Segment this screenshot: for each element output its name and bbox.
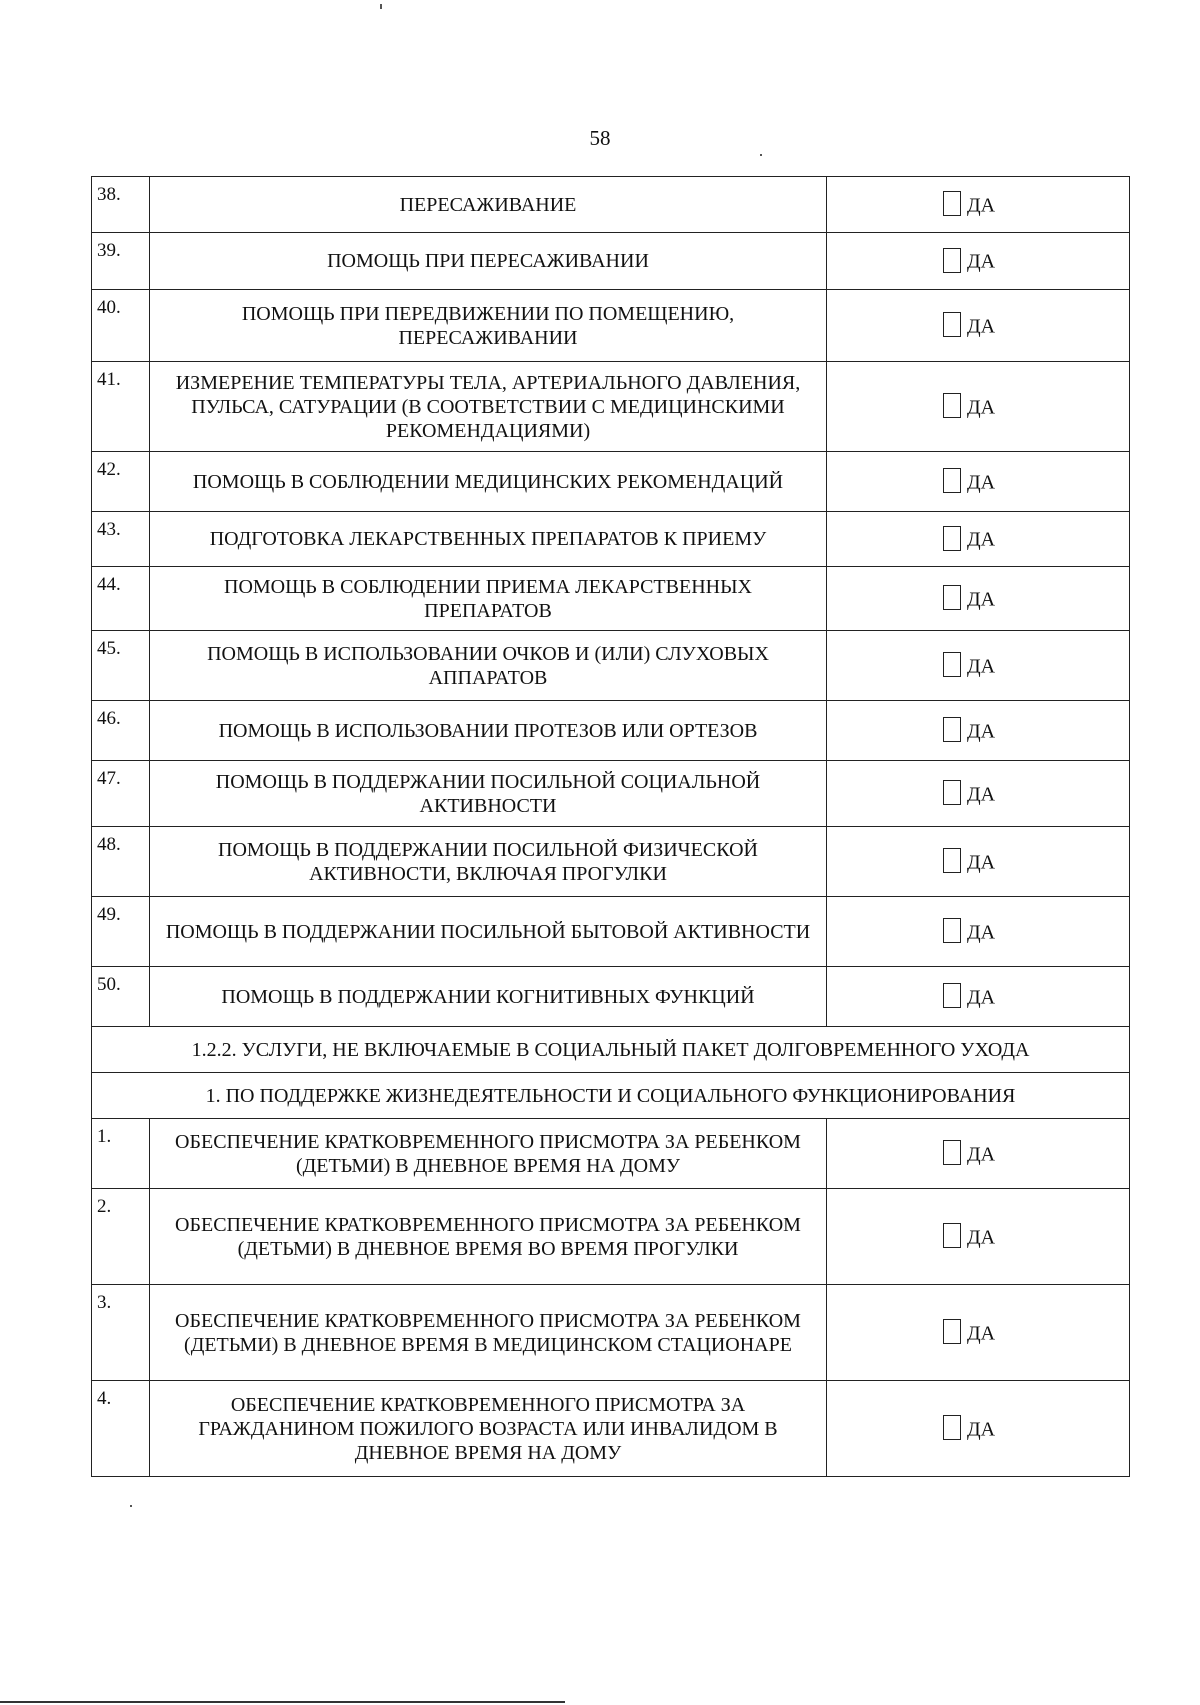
- table-row: [92, 452, 1130, 512]
- yes-label: ДА: [967, 314, 996, 337]
- answer-cell: [827, 512, 1130, 567]
- yes-checkbox[interactable]: [943, 526, 961, 551]
- yes-label: ДА: [967, 782, 996, 805]
- answer-cell: [827, 452, 1130, 512]
- row-number: 2.: [92, 1189, 150, 1285]
- table-row: [92, 631, 1130, 701]
- yes-label: ДА: [967, 250, 996, 273]
- services-list-b: [92, 1119, 1130, 1477]
- yes-checkbox[interactable]: [943, 1140, 961, 1165]
- yes-checkbox[interactable]: [943, 848, 961, 873]
- yes-label: ДА: [967, 470, 996, 493]
- footer-rule: [0, 1701, 565, 1703]
- row-number: 50.: [92, 967, 150, 1027]
- service-name: ПОДГОТОВКА ЛЕКАРСТВЕННЫХ ПРЕПАРАТОВ К ПРИЕМУ: [150, 512, 827, 567]
- section-heading-row: [92, 1027, 1130, 1073]
- row-number: 42.: [92, 452, 150, 512]
- table-row: [92, 1189, 1130, 1285]
- answer-cell: [827, 827, 1130, 897]
- yes-label: ДА: [967, 1142, 996, 1165]
- section-heading: 1.2.2. УСЛУГИ, НЕ ВКЛЮЧАЕМЫЕ В СОЦИАЛЬНЫЙ ПАКЕТ ДОЛГОВРЕМЕННОГО УХОДА: [92, 1027, 1130, 1073]
- yes-label: ДА: [967, 1417, 996, 1440]
- table-row: [92, 897, 1130, 967]
- row-number: 4.: [92, 1381, 150, 1477]
- services-table: [91, 176, 1130, 1477]
- table-row: [92, 362, 1130, 452]
- yes-label: ДА: [967, 395, 996, 418]
- scan-mark: [760, 154, 762, 156]
- service-name: ПОМОЩЬ В ПОДДЕРЖАНИИ ПОСИЛЬНОЙ БЫТОВОЙ АКТИВНОСТИ: [150, 897, 827, 967]
- yes-label: ДА: [967, 654, 996, 677]
- service-name: ПОМОЩЬ В ИСПОЛЬЗОВАНИИ ПРОТЕЗОВ ИЛИ ОРТЕЗОВ: [150, 701, 827, 761]
- table-row: [92, 1381, 1130, 1477]
- yes-checkbox[interactable]: [943, 652, 961, 677]
- table-row: [92, 701, 1130, 761]
- yes-checkbox[interactable]: [943, 1223, 961, 1248]
- service-name: ПОМОЩЬ ПРИ ПЕРЕДВИЖЕНИИ ПО ПОМЕЩЕНИЮ, ПЕРЕСАЖИВАНИИ: [150, 290, 827, 362]
- yes-label: ДА: [967, 587, 996, 610]
- row-number: 45.: [92, 631, 150, 701]
- table-row: [92, 512, 1130, 567]
- yes-checkbox[interactable]: [943, 393, 961, 418]
- yes-checkbox[interactable]: [943, 983, 961, 1008]
- yes-checkbox[interactable]: [943, 585, 961, 610]
- row-number: 41.: [92, 362, 150, 452]
- yes-label: ДА: [967, 719, 996, 742]
- yes-label: ДА: [967, 1225, 996, 1248]
- answer-cell: [827, 897, 1130, 967]
- table-row: [92, 290, 1130, 362]
- table-row: [92, 567, 1130, 631]
- section-headings: [92, 1027, 1130, 1119]
- subsection-heading-row: [92, 1073, 1130, 1119]
- row-number: 48.: [92, 827, 150, 897]
- table-row: [92, 967, 1130, 1027]
- yes-checkbox[interactable]: [943, 191, 961, 216]
- service-name: ОБЕСПЕЧЕНИЕ КРАТКОВРЕМЕННОГО ПРИСМОТРА ЗА ГРАЖДАНИНОМ ПОЖИЛОГО ВОЗРАСТА ИЛИ ИНВАЛИДОМ В ДНЕВНОЕ ВРЕМЯ НА ДОМУ: [150, 1381, 827, 1477]
- yes-checkbox[interactable]: [943, 918, 961, 943]
- yes-checkbox[interactable]: [943, 717, 961, 742]
- row-number: 43.: [92, 512, 150, 567]
- service-name: ПОМОЩЬ В ПОДДЕРЖАНИИ КОГНИТИВНЫХ ФУНКЦИЙ: [150, 967, 827, 1027]
- row-number: 3.: [92, 1285, 150, 1381]
- answer-cell: [827, 761, 1130, 827]
- table-row: [92, 233, 1130, 290]
- yes-label: ДА: [967, 528, 996, 551]
- answer-cell: [827, 1189, 1130, 1285]
- page-number: 58: [589, 126, 611, 150]
- service-name: ОБЕСПЕЧЕНИЕ КРАТКОВРЕМЕННОГО ПРИСМОТРА ЗА РЕБЕНКОМ (ДЕТЬМИ) В ДНЕВНОЕ ВРЕМЯ ВО ВРЕМЯ ПРОГУЛКИ: [150, 1189, 827, 1285]
- scan-mark: [130, 1505, 132, 1507]
- answer-cell: [827, 567, 1130, 631]
- yes-checkbox[interactable]: [943, 780, 961, 805]
- row-number: 47.: [92, 761, 150, 827]
- answer-cell: [827, 631, 1130, 701]
- service-name: ОБЕСПЕЧЕНИЕ КРАТКОВРЕМЕННОГО ПРИСМОТРА ЗА РЕБЕНКОМ (ДЕТЬМИ) В ДНЕВНОЕ ВРЕМЯ НА ДОМУ: [150, 1119, 827, 1189]
- answer-cell: [827, 967, 1130, 1027]
- row-number: 46.: [92, 701, 150, 761]
- answer-cell: [827, 1285, 1130, 1381]
- answer-cell: [827, 362, 1130, 452]
- row-number: 49.: [92, 897, 150, 967]
- answer-cell: [827, 1381, 1130, 1477]
- services-list-a: [92, 177, 1130, 1027]
- row-number: 40.: [92, 290, 150, 362]
- table-row: [92, 761, 1130, 827]
- table-row: [92, 177, 1130, 233]
- answer-cell: [827, 177, 1130, 233]
- scan-mark: [380, 4, 382, 9]
- row-number: 38.: [92, 177, 150, 233]
- yes-label: ДА: [967, 1321, 996, 1344]
- service-name: ПОМОЩЬ В ПОДДЕРЖАНИИ ПОСИЛЬНОЙ ФИЗИЧЕСКОЙ АКТИВНОСТИ, ВКЛЮЧАЯ ПРОГУЛКИ: [150, 827, 827, 897]
- table-row: [92, 1285, 1130, 1381]
- answer-cell: [827, 290, 1130, 362]
- service-name: ПОМОЩЬ В ИСПОЛЬЗОВАНИИ ОЧКОВ И (ИЛИ) СЛУХОВЫХ АППАРАТОВ: [150, 631, 827, 701]
- row-number: 44.: [92, 567, 150, 631]
- yes-checkbox[interactable]: [943, 1415, 961, 1440]
- table-row: [92, 827, 1130, 897]
- yes-label: ДА: [967, 985, 996, 1008]
- yes-checkbox[interactable]: [943, 1319, 961, 1344]
- row-number: 39.: [92, 233, 150, 290]
- service-name: ПОМОЩЬ В СОБЛЮДЕНИИ МЕДИЦИНСКИХ РЕКОМЕНДАЦИЙ: [150, 452, 827, 512]
- yes-checkbox[interactable]: [943, 248, 961, 273]
- table-row: [92, 1119, 1130, 1189]
- yes-label: ДА: [967, 920, 996, 943]
- row-number: 1.: [92, 1119, 150, 1189]
- service-name: ПОМОЩЬ ПРИ ПЕРЕСАЖИВАНИИ: [150, 233, 827, 290]
- service-name: ОБЕСПЕЧЕНИЕ КРАТКОВРЕМЕННОГО ПРИСМОТРА ЗА РЕБЕНКОМ (ДЕТЬМИ) В ДНЕВНОЕ ВРЕМЯ В МЕДИЦИНСКОМ СТАЦИОНАРЕ: [150, 1285, 827, 1381]
- yes-checkbox[interactable]: [943, 312, 961, 337]
- service-name: ПОМОЩЬ В ПОДДЕРЖАНИИ ПОСИЛЬНОЙ СОЦИАЛЬНОЙ АКТИВНОСТИ: [150, 761, 827, 827]
- yes-label: ДА: [967, 850, 996, 873]
- service-name: ПОМОЩЬ В СОБЛЮДЕНИИ ПРИЕМА ЛЕКАРСТВЕННЫХ ПРЕПАРАТОВ: [150, 567, 827, 631]
- service-name: ИЗМЕРЕНИЕ ТЕМПЕРАТУРЫ ТЕЛА, АРТЕРИАЛЬНОГО ДАВЛЕНИЯ, ПУЛЬСА, САТУРАЦИИ (В СООТВЕТСТВИИ С МЕДИЦИНСКИМИ РЕКОМЕНДАЦИЯМИ): [150, 362, 827, 452]
- answer-cell: [827, 701, 1130, 761]
- subsection-heading: 1. ПО ПОДДЕРЖКЕ ЖИЗНЕДЕЯТЕЛЬНОСТИ И СОЦИАЛЬНОГО ФУНКЦИОНИРОВАНИЯ: [92, 1073, 1130, 1119]
- yes-label: ДА: [967, 193, 996, 216]
- answer-cell: [827, 233, 1130, 290]
- answer-cell: [827, 1119, 1130, 1189]
- yes-checkbox[interactable]: [943, 468, 961, 493]
- service-name: ПЕРЕСАЖИВАНИЕ: [150, 177, 827, 233]
